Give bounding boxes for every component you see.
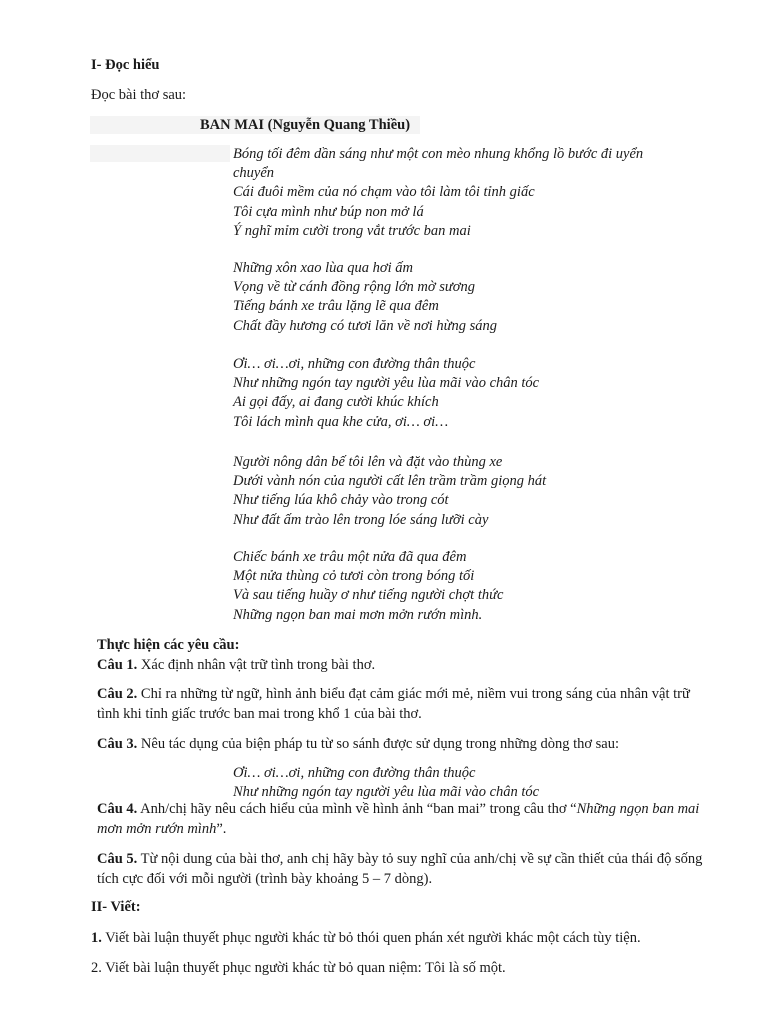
poem-line: Bóng tối đêm dần sáng như một con mèo nhung khổng lồ bước đi uyển (233, 146, 644, 162)
reading-intro: Đọc bài thơ sau: (91, 87, 187, 103)
poem-shading (90, 145, 230, 162)
writing-task-1 (91, 928, 721, 948)
poem-stanza-4 (233, 453, 546, 530)
question-label: Câu 2. (97, 686, 138, 702)
question-4 (97, 799, 712, 839)
question-5 (97, 849, 712, 889)
poem-line: Tôi lách mình qua khe cửa, ơi… ơi… (233, 413, 449, 430)
section-heading-reading: I- Đọc hiểu (91, 57, 160, 73)
poem-line: Như những ngón tay người yêu lùa mãi vào chân tóc (233, 375, 540, 392)
poem-line: Người nông dân bế tôi lên và đặt vào thùng xe (233, 454, 503, 470)
question-text: Từ nội dung của bài thơ, anh chị hãy bày tỏ suy nghĩ của anh/chị về sự cần thiết của thái độ sống tích cực đối với mỗi người (trình bày khoảng 5 – 7 dòng). (97, 851, 703, 887)
question-label: Câu 4. (97, 801, 138, 817)
poem-stanza-1 (233, 145, 643, 241)
quote-line: Như những ngón tay người yêu lùa mãi vào chân tóc (233, 784, 540, 801)
poem-stanza-5 (233, 548, 503, 625)
question-text: Chỉ ra những từ ngữ, hình ảnh biểu đạt cảm giác mới mẻ, niềm vui trong sáng của nhân vật trữ tình khi tỉnh giấc trước ban mai trong khổ 1 của bài thơ. (97, 686, 690, 722)
poem-line: Và sau tiếng huầy ơ như tiếng người chợt thức (233, 587, 504, 604)
tasks-heading: Thực hiện các yêu cầu: (97, 637, 240, 653)
writing-task-2: 2. Viết bài luận thuyết phục người khác từ bỏ quan niệm: Tôi là số một. (91, 960, 506, 976)
question-2 (97, 684, 712, 724)
poem-line: Ai gọi đấy, ai đang cười khúc khích (233, 394, 439, 411)
question-text-end: ”. (216, 821, 227, 837)
section-heading-writing: II- Viết: (91, 899, 141, 915)
task-text: Viết bài luận thuyết phục người khác từ bỏ thói quen phán xét người khác một cách tùy tiện. (101, 930, 641, 946)
poem-line: Ơi… ơi…ơi, những con đường thân thuộc (233, 356, 476, 372)
poem-line: Như đất ấm trào lên trong lóe sáng lưỡi cày (233, 511, 489, 528)
poem-line: Một nửa thùng cỏ tươi còn trong bóng tối (233, 568, 475, 585)
question-text: Anh/chị hãy nêu cách hiểu của mình về hình ảnh “ban mai” trong câu thơ “ (137, 801, 577, 817)
poem-stanza-2 (233, 259, 497, 336)
quote-line: Ơi… ơi…ơi, những con đường thân thuộc (233, 765, 476, 781)
poem-line: Chất đầy hương có tươi lăn về nơi hừng sáng (233, 317, 498, 334)
poem-line: Cái đuôi mềm của nó chạm vào tôi làm tôi tỉnh giấc (233, 184, 535, 201)
poem-line: Những ngọn ban mai mơn mởn rướn mình. (233, 606, 483, 623)
question-quote: Những ngọn ban mai mơn mởn rướn mình (97, 801, 700, 837)
question-3 (97, 734, 712, 754)
question-1 (97, 655, 712, 675)
question-label: Câu 3. (97, 736, 138, 752)
poem-line: chuyển (233, 165, 275, 182)
question-3-quote (233, 764, 539, 802)
question-label: Câu 5. (97, 851, 138, 867)
poem-line: Ý nghĩ mỉm cười trong vắt trước ban mai (233, 222, 471, 239)
poem-line: Như tiếng lúa khô chảy vào trong cót (233, 492, 449, 509)
poem-line: Tiếng bánh xe trâu lặng lẽ qua đêm (233, 298, 439, 315)
poem-line: Dưới vành nón của người cất lên trầm trầm giọng hát (233, 473, 547, 490)
poem-line: Những xôn xao lùa qua hơi ấm (233, 260, 413, 276)
question-text: Xác định nhân vật trữ tình trong bài thơ. (137, 657, 376, 673)
poem-line: Chiếc bánh xe trâu một nửa đã qua đêm (233, 549, 467, 565)
poem-line: Tôi cựa mình như búp non mở lá (233, 203, 424, 220)
poem-stanza-3 (233, 355, 539, 432)
question-text: Nêu tác dụng của biện pháp tu từ so sánh được sử dụng trong những dòng thơ sau: (137, 736, 619, 752)
question-label: Câu 1. (97, 657, 138, 673)
poem-line: Vọng về từ cánh đồng rộng lớn mờ sương (233, 279, 476, 296)
poem-title: BAN MAI (Nguyễn Quang Thiều) (200, 117, 411, 133)
task-label: 1. (91, 930, 102, 946)
